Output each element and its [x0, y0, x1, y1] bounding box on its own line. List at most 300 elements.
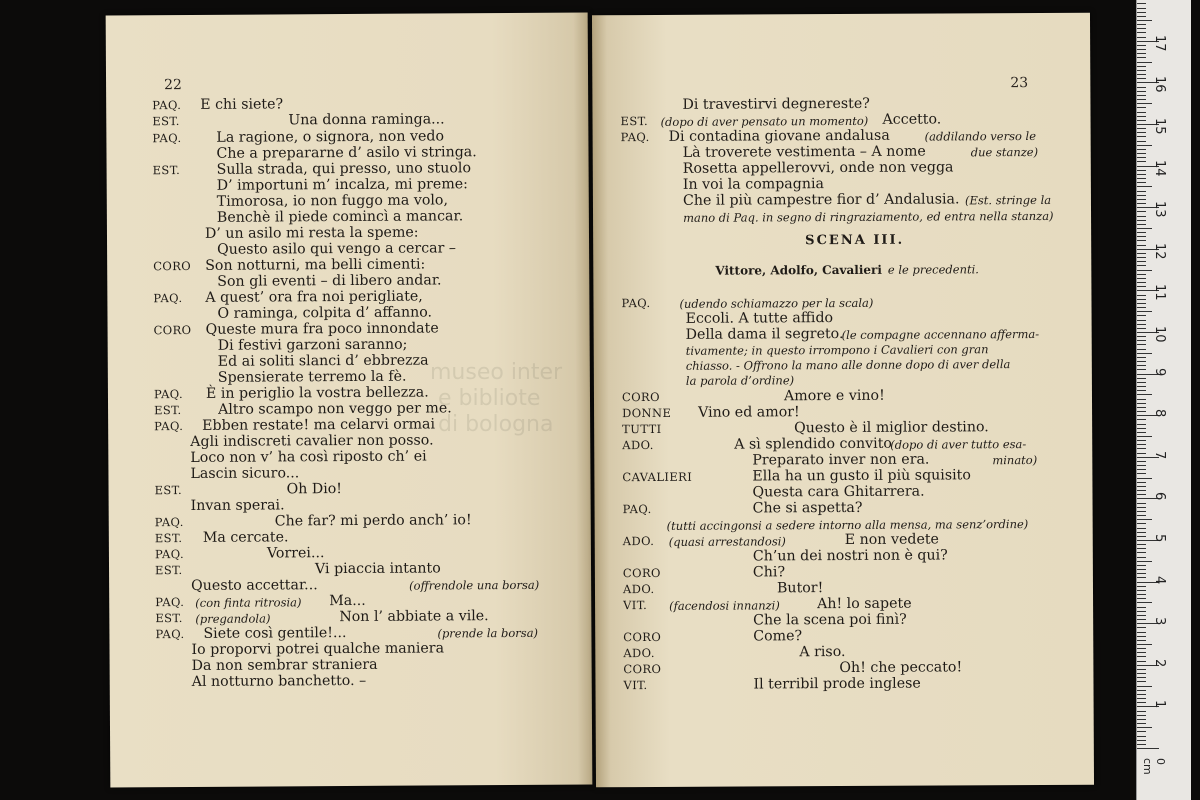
ruler-tick — [1137, 349, 1146, 350]
stage-direction: due stanze) — [970, 144, 1039, 160]
verse-text: Ma... — [329, 592, 366, 610]
speaker-label: PAQ. — [152, 98, 182, 113]
ruler-tick — [1137, 178, 1146, 179]
ruler-tick — [1137, 20, 1152, 21]
ruler-number: 5 — [1152, 534, 1167, 543]
ruler-number: 9 — [1152, 367, 1167, 376]
stage-direction: (dopo di aver tutto esa- — [890, 437, 1027, 452]
ruler-tick — [1137, 748, 1159, 749]
verse-text: Che si aspetta? — [752, 499, 863, 517]
verse-text: Benchè il piede comincì a mancar. — [216, 208, 464, 226]
ruler-tick — [1137, 419, 1146, 420]
ruler-tick — [1137, 320, 1146, 321]
ruler-tick — [1137, 711, 1146, 712]
verse-text: Oh Dio! — [286, 481, 343, 498]
speaker-label: CORO — [622, 565, 661, 581]
verse-text: Là troverete vestimenta – A nome — [682, 143, 926, 161]
ruler-tick — [1137, 336, 1146, 337]
verse-text: Questo accettar... — [191, 577, 318, 594]
ruler-tick — [1137, 677, 1146, 678]
ruler-tick — [1137, 444, 1146, 445]
script-line — [594, 387, 1092, 405]
speaker-label: EST. — [154, 531, 183, 546]
verse-text: Vorrei... — [266, 545, 325, 562]
ruler-tick — [1137, 569, 1146, 570]
ruler-tick — [1137, 661, 1146, 662]
verse-text: Non l’ abbiate a vile. — [339, 608, 489, 626]
ruler-tick — [1137, 57, 1146, 58]
ruler-tick — [1137, 632, 1146, 633]
script-line — [109, 512, 591, 530]
stage-direction: (udendo schiamazzo per la scala) — [679, 295, 874, 311]
verse-text: Agli indiscreti cavalier non posso. — [190, 432, 434, 450]
ruler-tick — [1137, 469, 1146, 470]
stage-direction: (offrendole una borsa) — [409, 577, 540, 593]
verse-text: A sì splendido convito — [734, 435, 892, 453]
ruler-number: 3 — [1152, 617, 1167, 626]
ruler-tick — [1137, 523, 1146, 524]
ruler-tick — [1137, 686, 1152, 687]
ruler-tick — [1137, 361, 1146, 362]
speaker-label: CORO — [153, 322, 192, 338]
verse-text: Di festivi garzoni saranno; — [217, 336, 408, 354]
ruler-tick — [1137, 224, 1146, 225]
ruler-number: 7 — [1152, 450, 1167, 460]
speaker-label: CORO — [623, 629, 662, 645]
verse-text: Son gli eventi – di libero andar. — [217, 272, 442, 290]
ruler-tick — [1137, 390, 1146, 391]
ruler-tick — [1137, 174, 1146, 175]
verse-text: Della dama il segreto. — [685, 325, 844, 343]
script-line — [108, 480, 590, 498]
ruler-tick — [1137, 149, 1146, 150]
verse-text: È in periglio la vostra bellezza. — [205, 384, 429, 402]
ruler-tick — [1137, 573, 1146, 574]
ruler-tick — [1137, 107, 1146, 108]
speaker-label: EST. — [154, 403, 182, 418]
ruler-number: 16 — [1152, 76, 1167, 93]
ruler-tick — [1137, 340, 1146, 341]
ruler-tick — [1137, 299, 1146, 300]
ruler-tick — [1137, 203, 1146, 204]
ruler-tick — [1137, 365, 1146, 366]
speaker-label: ADO. — [623, 645, 655, 661]
verse-text: Al notturno banchetto. – — [191, 672, 367, 690]
stage-direction: (le compagne accennano afferma- — [841, 326, 1040, 343]
ruler-tick — [1137, 656, 1146, 657]
verse-text: Che far? mi perdo anch’ io! — [274, 512, 472, 530]
ruler-number: 10 — [1152, 326, 1167, 343]
speaker-label: VIT. — [623, 678, 648, 693]
ruler-tick — [1137, 736, 1146, 737]
ruler-tick — [1137, 232, 1146, 233]
watermark-line: e bibliote — [438, 386, 541, 411]
ruler-tick — [1137, 382, 1146, 383]
stage-direction: minato) — [992, 452, 1038, 468]
verse-text: Spensierate terremo la fè. — [217, 368, 407, 386]
script-line — [715, 261, 979, 278]
ruler-tick — [1137, 407, 1146, 408]
speaker-label: ADO. — [622, 533, 655, 549]
ruler-tick — [1137, 436, 1152, 437]
verse-text: Son notturni, ma belli cimenti: — [205, 256, 426, 274]
speaker-label: ADO. — [622, 581, 655, 597]
ruler-tick — [1137, 627, 1146, 628]
ruler-tick — [1137, 511, 1146, 512]
speaker-label: PAQ. — [621, 296, 651, 311]
ruler-tick — [1137, 278, 1146, 279]
verse-text: Di contadina giovane andalusa — [668, 127, 890, 145]
ruler-tick — [1137, 103, 1152, 104]
ruler-number: 14 — [1152, 159, 1167, 177]
stage-direction: (con finta ritrosia) — [195, 595, 302, 610]
verse-text: Questa cara Ghitarrera. — [752, 483, 925, 501]
ruler-tick — [1137, 78, 1146, 79]
ruler-tick — [1137, 265, 1146, 266]
speaker-label: CORO — [621, 389, 660, 405]
verse-text: Ella ha un gusto il più squisito — [752, 467, 971, 485]
ruler-tick — [1137, 565, 1146, 566]
speaker-label: PAQ. — [154, 547, 185, 562]
ruler-tick — [1137, 615, 1146, 616]
verse-text: Vi piaccia intanto — [314, 560, 441, 578]
measuring-ruler — [1136, 0, 1191, 800]
verse-text: E non vedete — [844, 531, 939, 548]
ruler-tick — [1137, 515, 1146, 516]
ruler-tick — [1137, 694, 1146, 695]
verse-text: Ebben restate! ma celarvi ormai — [202, 416, 436, 434]
script-line — [593, 293, 1091, 311]
verse-text: Ed ai soliti slanci d’ ebbrezza — [217, 352, 429, 370]
speaker-label: EST. — [620, 114, 649, 129]
verse-text: Che la scena poi finì? — [753, 611, 907, 629]
ruler-tick — [1137, 282, 1146, 283]
verse-text: Rosetta appellerovvi, onde non vegga — [682, 159, 954, 177]
stage-direction: la parola d’ordine) — [685, 373, 795, 388]
stage-direction: chiasso. - Offrono la mano alle donne dopo di aver della — [685, 357, 1011, 373]
ruler-tick — [1137, 494, 1146, 495]
ruler-tick — [1137, 673, 1146, 674]
verse-text: Il terribil prode inglese — [753, 675, 921, 693]
ruler-tick — [1137, 490, 1146, 491]
verse-text: A quest’ ora fra noi perigliate, — [205, 288, 423, 306]
ruler-tick — [1137, 182, 1146, 183]
ruler-tick — [1137, 112, 1146, 113]
ruler-tick — [1137, 136, 1146, 137]
ruler-tick — [1137, 473, 1146, 474]
speaker-label: EST. — [155, 611, 183, 626]
script-line — [106, 95, 588, 113]
ruler-tick — [1137, 394, 1152, 395]
verse-text: O raminga, colpita d’ affanno. — [217, 304, 433, 322]
ruler-tick — [1137, 357, 1146, 358]
script-line — [595, 643, 1093, 661]
verse-text: Come? — [753, 628, 803, 645]
ruler-tick — [1137, 640, 1146, 641]
speaker-label: PAQ. — [154, 419, 184, 434]
page-number: 23 — [1010, 75, 1029, 92]
verse-text: Queste mura fra poco innondate — [205, 320, 439, 338]
ruler-tick — [1137, 24, 1146, 25]
ruler-unit-label: 0 cm — [1141, 758, 1167, 775]
script-line — [595, 659, 1093, 677]
ruler-tick — [1137, 270, 1152, 271]
script-line — [805, 232, 904, 250]
right-page-text — [592, 13, 1094, 788]
ruler-tick — [1137, 286, 1146, 287]
ruler-tick — [1137, 636, 1146, 637]
ruler-tick — [1137, 157, 1146, 158]
ruler-tick — [1137, 328, 1146, 329]
ruler-tick — [1137, 507, 1146, 508]
ruler-tick — [1137, 216, 1146, 217]
ruler-tick — [1137, 503, 1146, 504]
ruler-tick — [1137, 70, 1146, 71]
verse-text: Da non sembrar straniera — [191, 656, 378, 674]
verse-text: Eccoli. A tutte affido — [685, 310, 834, 327]
ruler-tick — [1137, 170, 1146, 171]
library-watermark — [430, 360, 562, 438]
speaker-label: PAQ. — [155, 595, 185, 610]
ruler-tick — [1137, 577, 1146, 578]
watermark-line: di bologna — [438, 412, 554, 437]
speaker-label: PAQ. — [155, 627, 185, 642]
ruler-tick — [1137, 116, 1146, 117]
stage-direction: e le precedenti. — [887, 262, 979, 277]
verse-text: Che a prepararne d’ asilo vi stringa. — [216, 144, 477, 162]
ruler-tick — [1137, 702, 1146, 703]
verse-text: Vino ed amor! — [698, 404, 800, 421]
verse-text: Sulla strada, qui presso, uno stuolo — [216, 160, 472, 178]
ruler-tick — [1137, 211, 1146, 212]
ruler-tick — [1137, 99, 1146, 100]
ruler-tick — [1137, 440, 1146, 441]
verse-text: Ah! lo sapete — [817, 595, 912, 613]
verse-text: Io proporvi potrei qualche maniera — [191, 640, 445, 658]
ruler-tick — [1137, 261, 1146, 262]
ruler-tick — [1137, 95, 1146, 96]
ruler-tick — [1137, 594, 1146, 595]
ruler-tick — [1137, 220, 1146, 221]
ruler-tick — [1137, 411, 1146, 412]
ruler-tick — [1137, 45, 1146, 46]
ruler-number: 2 — [1152, 658, 1167, 668]
speaker-label: ADO. — [622, 437, 654, 453]
page-number: 22 — [164, 77, 182, 94]
ruler-tick — [1137, 731, 1146, 732]
ruler-number: 15 — [1152, 118, 1167, 135]
speaker-label: PAQ. — [154, 515, 184, 530]
ruler-tick — [1137, 727, 1152, 728]
ruler-tick — [1137, 120, 1146, 121]
ruler-tick — [1137, 698, 1146, 699]
ruler-tick — [1137, 191, 1146, 192]
ruler-tick — [1137, 428, 1146, 429]
verse-text: Lascin sicuro... — [190, 465, 300, 482]
ruler-tick — [1137, 644, 1152, 645]
ruler-tick — [1137, 62, 1152, 63]
verse-text: Ch’un dei nostri non è qui? — [752, 547, 948, 565]
ruler-tick — [1137, 186, 1152, 187]
ruler-tick — [1137, 669, 1146, 670]
ruler-tick — [1137, 195, 1146, 196]
ruler-tick — [1137, 740, 1146, 741]
verse-text: Preparato inver non era. — [752, 451, 930, 469]
speaker-label: PAQ. — [152, 131, 182, 146]
stage-direction: (Est. stringe la — [964, 192, 1052, 208]
verse-text: Invan sperai. — [190, 497, 285, 514]
ruler-tick — [1137, 690, 1146, 691]
speaker-label: CORO — [623, 661, 662, 677]
ruler-tick — [1137, 307, 1146, 308]
ruler-tick — [1137, 486, 1146, 487]
ruler-tick — [1137, 453, 1146, 454]
ruler-tick — [1137, 652, 1146, 653]
ruler-tick — [1137, 648, 1146, 649]
ruler-tick — [1137, 245, 1146, 246]
ruler-tick — [1137, 532, 1146, 533]
ruler-tick — [1137, 132, 1146, 133]
ruler-tick — [1137, 311, 1152, 312]
ruler-tick — [1137, 548, 1146, 549]
ruler-tick — [1137, 66, 1146, 67]
script-line — [594, 435, 1092, 453]
script-line — [594, 325, 1092, 343]
ruler-tick — [1137, 561, 1152, 562]
ruler-tick — [1137, 161, 1146, 162]
ruler-tick — [1137, 315, 1146, 316]
ruler-tick — [1137, 448, 1146, 449]
ruler-tick — [1137, 598, 1146, 599]
stage-direction: tivamente; in questo irrompono i Cavalieri con gran — [685, 342, 989, 358]
verse-text: A riso. — [799, 643, 846, 661]
ruler-tick — [1137, 3, 1146, 4]
ruler-tick — [1137, 8, 1146, 9]
ruler-number: 6 — [1152, 492, 1167, 501]
ruler-tick — [1137, 199, 1146, 200]
ruler-tick — [1137, 544, 1146, 545]
speaker-label: PAQ. — [620, 130, 650, 145]
verse-text: Timorosa, io non fuggo ma volo, — [216, 192, 449, 210]
ruler-number: 8 — [1152, 409, 1167, 418]
verse-text: Amore e vino! — [783, 387, 885, 405]
verse-text: Questo asilo qui vengo a cercar – — [217, 240, 457, 258]
ruler-tick — [1137, 399, 1146, 400]
ruler-tick — [1137, 12, 1146, 13]
speaker-label: CAVALIERI — [622, 469, 693, 485]
ruler-tick — [1137, 552, 1146, 553]
speaker-label: PAQ. — [153, 387, 184, 402]
ruler-tick — [1137, 482, 1146, 483]
ruler-tick — [1137, 744, 1146, 745]
verse-text: E chi siete? — [200, 96, 284, 113]
ruler-tick — [1137, 602, 1152, 603]
verse-text: Questo è il miglior destino. — [794, 419, 989, 437]
ruler-tick — [1137, 87, 1146, 88]
ruler-tick — [1137, 257, 1146, 258]
speaker-label: EST. — [152, 163, 181, 178]
character-list: Vittore, Adolfo, Cavalieri — [715, 262, 882, 278]
ruler-tick — [1137, 586, 1146, 587]
ruler-tick — [1137, 386, 1146, 387]
scene-heading: SCENA III. — [805, 232, 905, 249]
watermark-line: museo inter — [430, 360, 563, 385]
ruler-tick — [1137, 723, 1146, 724]
ruler-number: 4 — [1152, 575, 1167, 584]
ruler-tick — [1137, 378, 1146, 379]
ruler-tick — [1137, 478, 1152, 479]
ruler-tick — [1137, 528, 1146, 529]
stage-direction: (pregandola) — [195, 611, 271, 626]
ruler-tick — [1137, 324, 1146, 325]
ruler-tick — [1137, 432, 1146, 433]
speaker-label: PAQ. — [153, 291, 183, 306]
right-page — [592, 13, 1094, 788]
ruler-tick — [1137, 344, 1146, 345]
script-line — [593, 191, 1091, 209]
ruler-tick — [1137, 619, 1146, 620]
speaker-label: TUTTI — [622, 421, 662, 437]
verse-text: Una donna raminga... — [288, 111, 445, 129]
ruler-tick — [1137, 611, 1146, 612]
ruler-tick — [1137, 607, 1146, 608]
ruler-tick — [1137, 681, 1146, 682]
ruler-tick — [1137, 91, 1146, 92]
script-line — [595, 675, 1093, 693]
speaker-label: EST. — [154, 483, 183, 498]
speaker-label: EST. — [152, 114, 180, 129]
speaker-label: CORO — [153, 258, 192, 274]
ruler-tick — [1137, 141, 1146, 142]
verse-text: Altro scampo non veggo per me. — [218, 400, 452, 418]
verse-text: Loco non v’ ha così riposto ch’ ei — [190, 448, 427, 466]
verse-text: Butor! — [776, 580, 824, 597]
ruler-tick — [1137, 53, 1146, 54]
verse-text: D’ importuni m’ incalza, mi preme: — [216, 176, 468, 194]
stage-direction: (facendosi innanzi) — [669, 598, 780, 613]
ruler-tick — [1137, 403, 1146, 404]
ruler-tick — [1137, 74, 1146, 75]
ruler-number: 1 — [1152, 700, 1167, 709]
verse-text: Oh! che peccato! — [839, 659, 963, 677]
stage-direction: mano di Paq. in segno di ringraziamento, ed entra nella stanza) — [683, 208, 1054, 225]
ruler-tick — [1137, 461, 1146, 462]
ruler-tick — [1137, 295, 1146, 296]
verse-text: Di travestirvi degnereste? — [682, 95, 870, 113]
stage-direction: (prende la borsa) — [437, 625, 539, 641]
ruler-tick — [1137, 228, 1152, 229]
ruler-tick — [1137, 274, 1146, 275]
verse-text: La ragione, o signora, non vedo — [216, 128, 445, 146]
verse-text: Ma cercate. — [202, 529, 289, 546]
ruler-tick — [1137, 145, 1152, 146]
ruler-number: 12 — [1152, 242, 1167, 260]
ruler-number: 11 — [1152, 284, 1167, 301]
script-line — [595, 499, 1093, 517]
script-line — [592, 95, 1090, 113]
verse-text: Accetto. — [882, 111, 942, 128]
speaker-label: EST. — [154, 563, 183, 578]
ruler-tick — [1137, 253, 1146, 254]
open-book — [108, 14, 1093, 786]
ruler-tick — [1137, 32, 1146, 33]
stage-direction: (quasi arrestandosi) — [668, 534, 786, 549]
verse-text: Che il più campestre fior d’ Andalusia. — [682, 191, 960, 209]
script-line — [595, 595, 1093, 613]
ruler-tick — [1137, 37, 1146, 38]
ruler-tick — [1137, 590, 1146, 591]
script-line — [595, 579, 1093, 597]
